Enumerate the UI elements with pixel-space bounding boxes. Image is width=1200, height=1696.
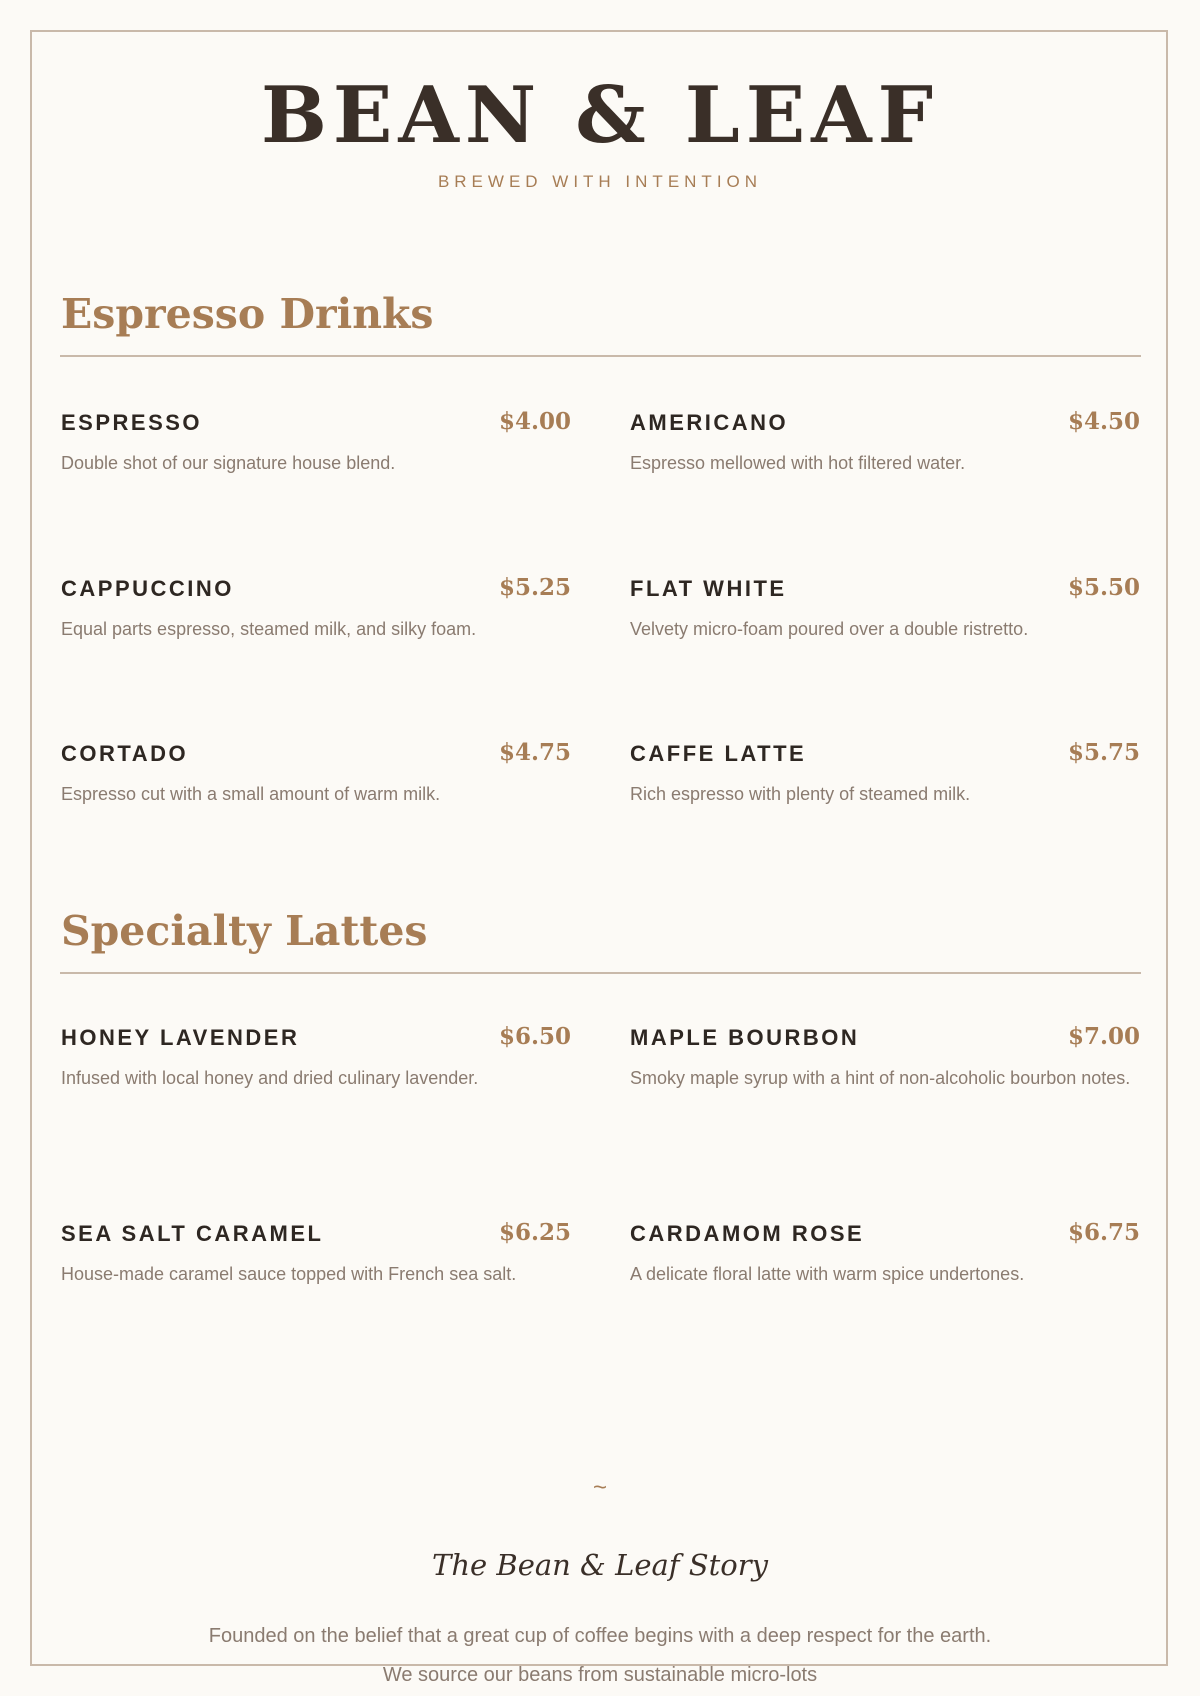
item-name: ESPRESSO bbox=[61, 410, 203, 435]
section-divider bbox=[60, 355, 1141, 357]
item-price: $4.50 bbox=[1067, 408, 1140, 435]
item-price: $4.00 bbox=[498, 408, 571, 435]
story-divider: ~ bbox=[592, 1474, 607, 1501]
item-description: Equal parts espresso, steamed milk, and silky foam. bbox=[61, 619, 477, 639]
brand-name: BEAN & LEAF bbox=[260, 70, 940, 161]
item-description: A delicate floral latte with warm spice undertones. bbox=[630, 1264, 1025, 1284]
menu-border bbox=[30, 30, 1168, 1666]
section-title-specialty: Specialty Lattes bbox=[61, 907, 428, 955]
section-title-espresso: Espresso Drinks bbox=[61, 290, 434, 338]
item-description: Rich espresso with plenty of steamed milk. bbox=[630, 784, 971, 804]
item-description: Smoky maple syrup with a hint of non-alcoholic bourbon notes. bbox=[630, 1068, 1131, 1088]
item-name: CARDAMOM ROSE bbox=[630, 1221, 865, 1246]
item-description: House-made caramel sauce topped with French sea salt. bbox=[61, 1264, 517, 1284]
item-description: Espresso mellowed with hot filtered water. bbox=[630, 453, 966, 473]
story-body: Founded on the belief that a great cup of coffee begins with a deep respect for the earth. We source our beans from sustainable micro-lots bbox=[208, 1625, 992, 1686]
item-name: MAPLE BOURBON bbox=[630, 1025, 860, 1050]
item-price: $6.75 bbox=[1067, 1219, 1140, 1246]
brand-tagline: BREWED WITH INTENTION bbox=[437, 172, 763, 191]
item-price: $6.50 bbox=[498, 1023, 571, 1050]
item-description: Infused with local honey and dried culinary lavender. bbox=[61, 1068, 479, 1088]
item-price: $5.25 bbox=[498, 574, 571, 601]
item-description: Espresso cut with a small amount of warm milk. bbox=[61, 784, 441, 804]
item-name: FLAT WHITE bbox=[630, 576, 787, 601]
item-name: CAPPUCCINO bbox=[61, 576, 234, 601]
item-name: CORTADO bbox=[61, 741, 189, 766]
item-name: SEA SALT CARAMEL bbox=[61, 1221, 324, 1246]
item-price: $7.00 bbox=[1067, 1023, 1140, 1050]
story-title: The Bean & Leaf Story bbox=[432, 1548, 768, 1582]
item-description: Double shot of our signature house blend. bbox=[61, 453, 396, 473]
item-name: CAFFE LATTE bbox=[630, 741, 807, 766]
item-price: $6.25 bbox=[498, 1219, 571, 1246]
item-name: HONEY LAVENDER bbox=[61, 1025, 300, 1050]
section-divider bbox=[60, 972, 1141, 974]
item-description: Velvety micro-foam poured over a double ristretto. bbox=[630, 619, 1029, 639]
item-price: $5.75 bbox=[1067, 739, 1140, 766]
item-price: $4.75 bbox=[498, 739, 571, 766]
item-name: AMERICANO bbox=[630, 410, 789, 435]
item-price: $5.50 bbox=[1067, 574, 1140, 601]
